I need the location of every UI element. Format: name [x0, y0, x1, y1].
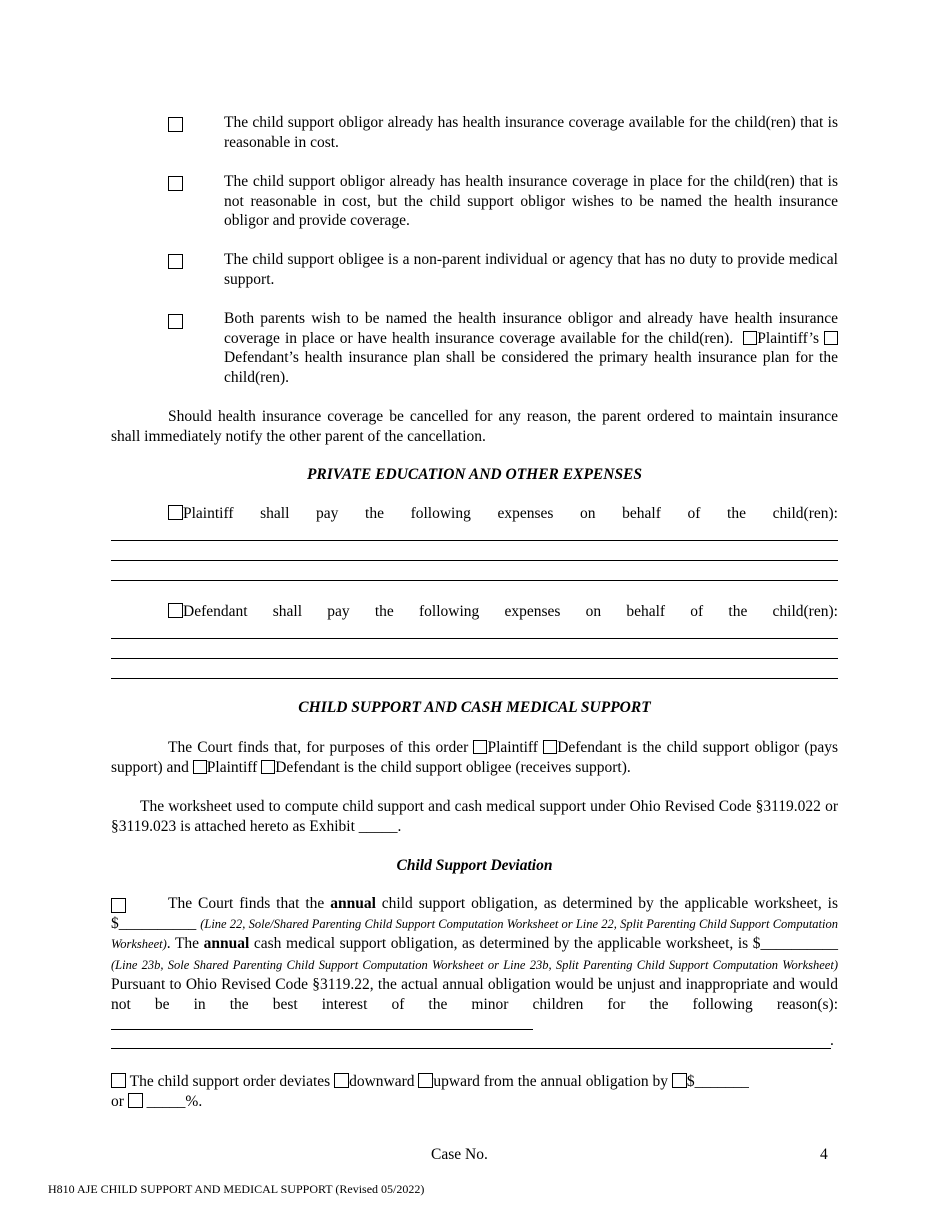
- plaintiff-expense-line-3[interactable]: [111, 580, 838, 581]
- reason-line-1[interactable]: [111, 1015, 533, 1030]
- defendant-label: Defendant: [183, 603, 248, 620]
- defendant-expense-line-2[interactable]: [111, 658, 838, 659]
- plaintiff-plan-checkbox[interactable]: [743, 331, 757, 345]
- dollar-checkbox[interactable]: [672, 1073, 687, 1088]
- option-checkbox-2[interactable]: [168, 175, 183, 195]
- option-text-2: The child support obligor already has health insurance coverage in place for the child(ren) that is not reasonable in cost, but the child support obligor wishes to be named the health insurance obligor and provide coverage.: [224, 173, 838, 229]
- obligor-finding: The Court finds that, for purposes of this order Plaintiff Defendant is the child support obligor (pays support) and Plaintiff Defendant is the child support obligee (receives support).: [111, 739, 839, 776]
- page-number: 4: [820, 1146, 828, 1163]
- option-checkbox-3[interactable]: [168, 253, 183, 273]
- defendant-expenses-line: Defendant shall pay the following expenses on behalf of the child(ren):: [168, 602, 838, 622]
- deviates-checkbox[interactable]: [111, 1073, 126, 1088]
- deviation-paragraph: The Court finds that the annual child support obligation, as determined by the applicable worksheet, is $__________ (Line 22, Sole/Shared Parenting Child Support Computation Worksheet or Line 22, Split Parenting Child Support Computation Worksheet). The annual cash medical support obligation, as determined by the applicable worksheet, is $__________ (Line 23b, Sole Shared Parenting Child Support Computation Worksheet or Line 23b, Split Parenting Child Support Computation Worksheet) Pursuant to Ohio Revised Code §3119.22, the actual annual obligation would be unjust and inappropriate and would not be in the best interest of the minor children for the following reason(s):: [111, 894, 838, 1034]
- defendant-plan-checkbox[interactable]: [824, 331, 838, 345]
- plaintiff-label: Plaintiff: [183, 505, 234, 522]
- option-text-1: The child support obligor already has health insurance coverage available for the child(ren) that is reasonable in cost.: [224, 114, 838, 151]
- defendant-expense-line-1[interactable]: [111, 638, 838, 639]
- reason-line-2[interactable]: [111, 1048, 831, 1049]
- option-checkbox-1[interactable]: [168, 116, 183, 136]
- private-education-heading: PRIVATE EDUCATION AND OTHER EXPENSES: [306, 466, 643, 483]
- case-number-label: Case No.: [431, 1146, 488, 1163]
- plaintiff-plan-label: Plaintiff’s: [757, 329, 819, 347]
- option-text-4: [224, 309, 838, 387]
- obligee-plaintiff-checkbox[interactable]: [193, 760, 207, 774]
- deviation-direction-line: The child support order deviates downward upward from the annual obligation by $_______: [111, 1072, 838, 1092]
- defendant-expenses-checkbox[interactable]: [168, 603, 183, 618]
- plaintiff-expenses-checkbox[interactable]: [168, 505, 183, 520]
- plaintiff-expenses-line: Plaintiff shall pay the following expenses on behalf of the child(ren):: [168, 504, 838, 524]
- form-identifier: H810 AJE CHILD SUPPORT AND MEDICAL SUPPORT (Revised 05/2022): [48, 1182, 425, 1196]
- deviation-heading: Child Support Deviation: [396, 857, 553, 874]
- obligor-defendant-checkbox[interactable]: [543, 740, 557, 754]
- plaintiff-expense-line-1[interactable]: [111, 540, 838, 541]
- percent-checkbox[interactable]: [128, 1093, 143, 1108]
- deviation-percent-line: or _____%.: [111, 1093, 203, 1110]
- cancellation-note: Should health insurance coverage be cancelled for any reason, the parent ordered to maintain insurance shall immediately notify the other parent of the cancellation.: [111, 408, 838, 445]
- defendant-plan-label: Defendant’s health insurance plan shall be considered the primary health insurance plan for the child(ren).: [224, 349, 838, 386]
- child-support-heading: CHILD SUPPORT AND CASH MEDICAL SUPPORT: [298, 699, 651, 716]
- plaintiff-expense-line-2[interactable]: [111, 560, 838, 561]
- worksheet-statement: The worksheet used to compute child support and cash medical support under Ohio Revised Code §3119.022 or §3119.023 is attached hereto as Exhibit _____.: [111, 798, 838, 835]
- obligee-defendant-checkbox[interactable]: [261, 760, 275, 774]
- option-4-text-before: Both parents wish to be named the health insurance obligor and already have health insurance coverage in place or have health insurance coverage available for the child(ren).: [224, 310, 838, 347]
- downward-checkbox[interactable]: [334, 1073, 349, 1088]
- defendant-expense-line-3[interactable]: [111, 678, 838, 679]
- obligor-plaintiff-checkbox[interactable]: [473, 740, 487, 754]
- option-checkbox-4[interactable]: [168, 313, 183, 333]
- upward-checkbox[interactable]: [418, 1073, 433, 1088]
- option-text-3: The child support obligee is a non-parent individual or agency that has no duty to provide medical support.: [224, 251, 838, 288]
